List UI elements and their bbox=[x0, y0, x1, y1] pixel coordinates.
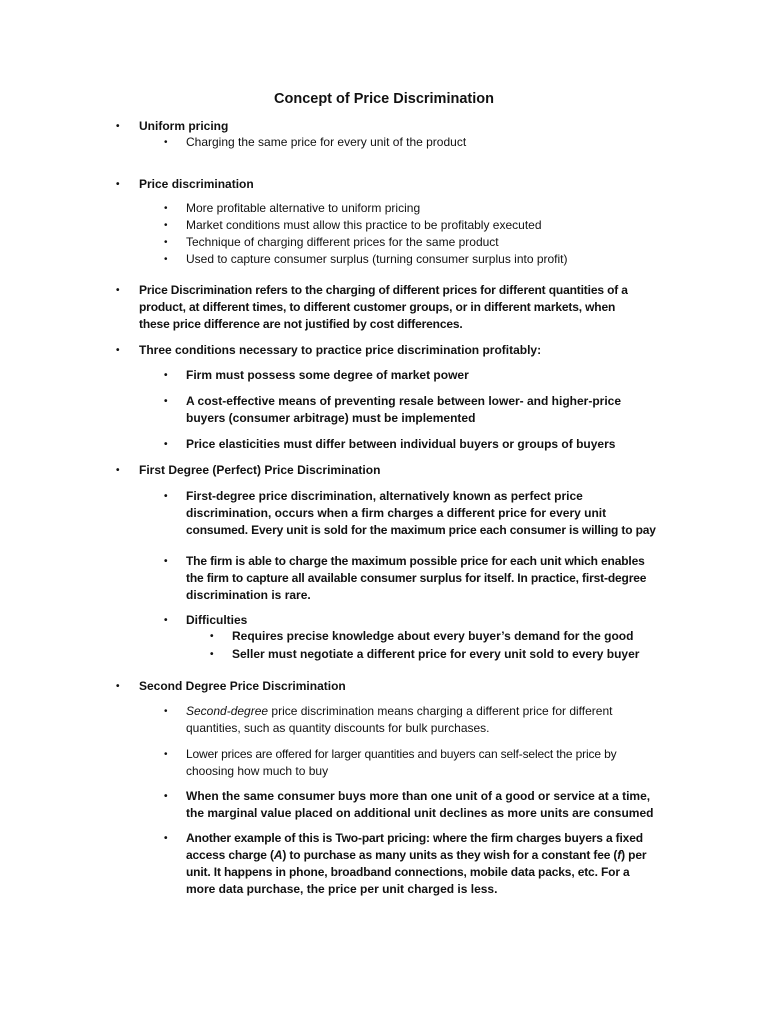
list-item: • More profitable alternative to uniform pricing bbox=[164, 201, 421, 215]
heading-first-degree: • First Degree (Perfect) Price Discrimination bbox=[116, 463, 381, 477]
list-item: • Firm must possess some degree of market power bbox=[164, 368, 469, 382]
definition-paragraph: • Price Discrimination refers to the charging of different prices for different quantities of a product, at different times, to different customer groups, or in different markets, when these price difference are not justified by cost differences. bbox=[116, 283, 628, 331]
list-item: • Another example of this is Two-part pricing: where the firm charges buyers a fixed access charge (A) to purchase as many units as they wish for a constant fee (f) per unit. It happens in phone, broadband connections, mobile data packs, etc. For a more data purchase, the price per unit charged is less. bbox=[164, 831, 647, 896]
list-item: • Difficulties bbox=[164, 613, 248, 627]
bullet: • bbox=[116, 121, 120, 132]
heading-second-degree: • Second Degree Price Discrimination bbox=[116, 679, 346, 693]
page-title: Concept of Price Discrimination bbox=[274, 91, 494, 107]
heading-price-discrimination: • Price discrimination bbox=[116, 177, 254, 191]
list-item: • When the same consumer buys more than one unit of a good or service at a time, the marginal value placed on additional unit declines as more units are consumed bbox=[164, 789, 654, 820]
list-item: • Seller must negotiate a different price for every unit sold to every buyer bbox=[210, 647, 640, 661]
heading-uniform-pricing: • Uniform pricing bbox=[116, 119, 229, 133]
list-item: • Charging the same price for every unit of the product bbox=[164, 135, 467, 149]
list-item: • Market conditions must allow this practice to be profitably executed bbox=[164, 218, 542, 232]
list-item: • Used to capture consumer surplus (turning consumer surplus into profit) bbox=[164, 252, 568, 266]
list-item: • Technique of charging different prices for the same product bbox=[164, 235, 499, 249]
list-item: • Requires precise knowledge about every buyer’s demand for the good bbox=[210, 629, 634, 643]
list-item: • A cost-effective means of preventing resale between lower- and higher-price buyers (consumer arbitrage) must be implemented bbox=[164, 394, 622, 425]
list-item: • First-degree price discrimination, alternatively known as perfect price discrimination, occurs when a firm charges a different price for every unit consumed. Every unit is sold for the maximum price each consumer is willing to pay bbox=[164, 489, 656, 537]
list-item: • Price elasticities must differ between individual buyers or groups of buyers bbox=[164, 437, 616, 451]
heading-three-conditions: • Three conditions necessary to practice price discrimination profitably: bbox=[116, 343, 542, 357]
list-item: • The firm is able to charge the maximum possible price for each unit which enables the firm to capture all available consumer surplus for itself. In practice, first-degree discrimination is rare. bbox=[164, 554, 647, 602]
list-item: • Second-degree price discrimination means charging a different price for different quantities, such as quantity discounts for bulk purchases. bbox=[164, 704, 613, 735]
list-item: • Lower prices are offered for larger quantities and buyers can self-select the price by choosing how much to buy bbox=[164, 747, 617, 778]
